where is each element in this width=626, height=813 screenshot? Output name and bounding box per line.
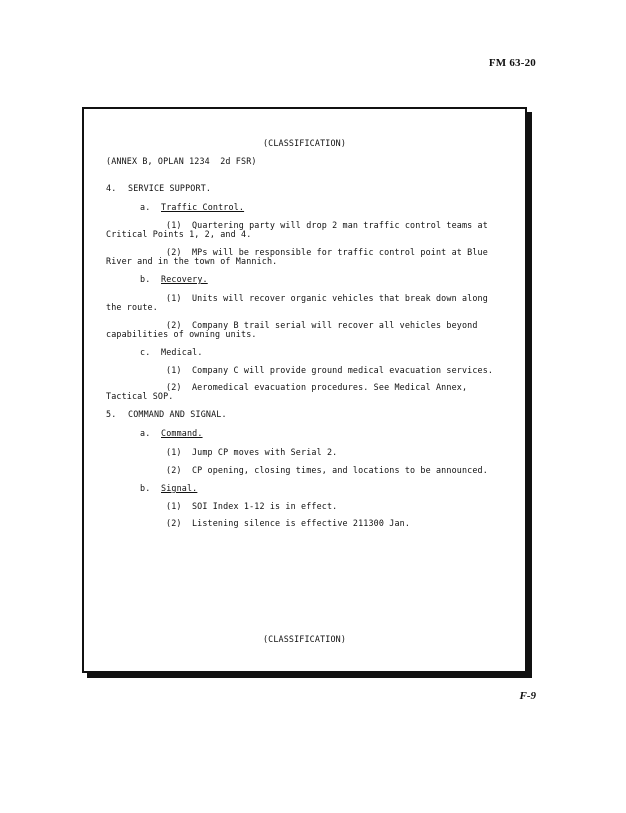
section-4b-item2-line2: capabilities of owning units.	[106, 329, 257, 339]
section-4c-item2-line1: (2) Aeromedical evacuation procedures. See Medical Annex,	[166, 382, 468, 392]
classification-top: (CLASSIFICATION)	[262, 138, 347, 148]
section-4a-item2-line1: (2) MPs will be responsible for traffic control point at Blue	[166, 247, 488, 257]
section-4b-item1-line1: (1) Units will recover organic vehicles that break down along	[166, 293, 488, 303]
section-4c-title: Medical.	[161, 347, 203, 357]
manual-number-header: FM 63-20	[488, 57, 536, 69]
section-5b-title: Signal.	[161, 483, 198, 493]
section-4b-item1-line2: the route.	[106, 302, 158, 312]
section-4a-item1-line2: Critical Points 1, 2, and 4.	[106, 229, 252, 239]
document-frame	[82, 107, 527, 673]
section-4-title: SERVICE SUPPORT.	[128, 183, 212, 193]
section-5-title: COMMAND AND SIGNAL.	[128, 409, 227, 419]
section-5a-title: Command.	[161, 428, 203, 438]
section-4b-item2-line1: (2) Company B trail serial will recover all vehicles beyond	[166, 320, 478, 330]
section-4b-letter: b.	[140, 274, 151, 284]
section-4b-title: Recovery.	[161, 274, 208, 284]
section-4c-letter: c.	[140, 347, 151, 357]
section-4c-item2-line2: Tactical SOP.	[106, 391, 174, 401]
classification-bottom: (CLASSIFICATION)	[262, 634, 347, 644]
section-5b-item2: (2) Listening silence is effective 211300 Jan.	[166, 518, 411, 528]
section-4a-item1-line1: (1) Quartering party will drop 2 man traffic control teams at	[166, 220, 488, 230]
section-5a-item1: (1) Jump CP moves with Serial 2.	[166, 447, 338, 457]
section-4c-item1: (1) Company C will provide ground medical evacuation services.	[166, 365, 494, 375]
section-5-number: 5.	[106, 409, 117, 419]
section-5b-letter: b.	[140, 483, 151, 493]
section-5b-item1: (1) SOI Index 1-12 is in effect.	[166, 501, 338, 511]
section-5a-letter: a.	[140, 428, 151, 438]
section-4-number: 4.	[106, 183, 117, 193]
section-4a-title: Traffic Control.	[161, 202, 245, 212]
page-number-footer: F-9	[519, 690, 536, 702]
section-4a-item2-line2: River and in the town of Mannich.	[106, 256, 278, 266]
annex-reference: (ANNEX B, OPLAN 1234 2d FSR)	[106, 156, 257, 166]
section-5a-item2: (2) CP opening, closing times, and locations to be announced.	[166, 465, 488, 475]
section-4a-letter: a.	[140, 202, 151, 212]
